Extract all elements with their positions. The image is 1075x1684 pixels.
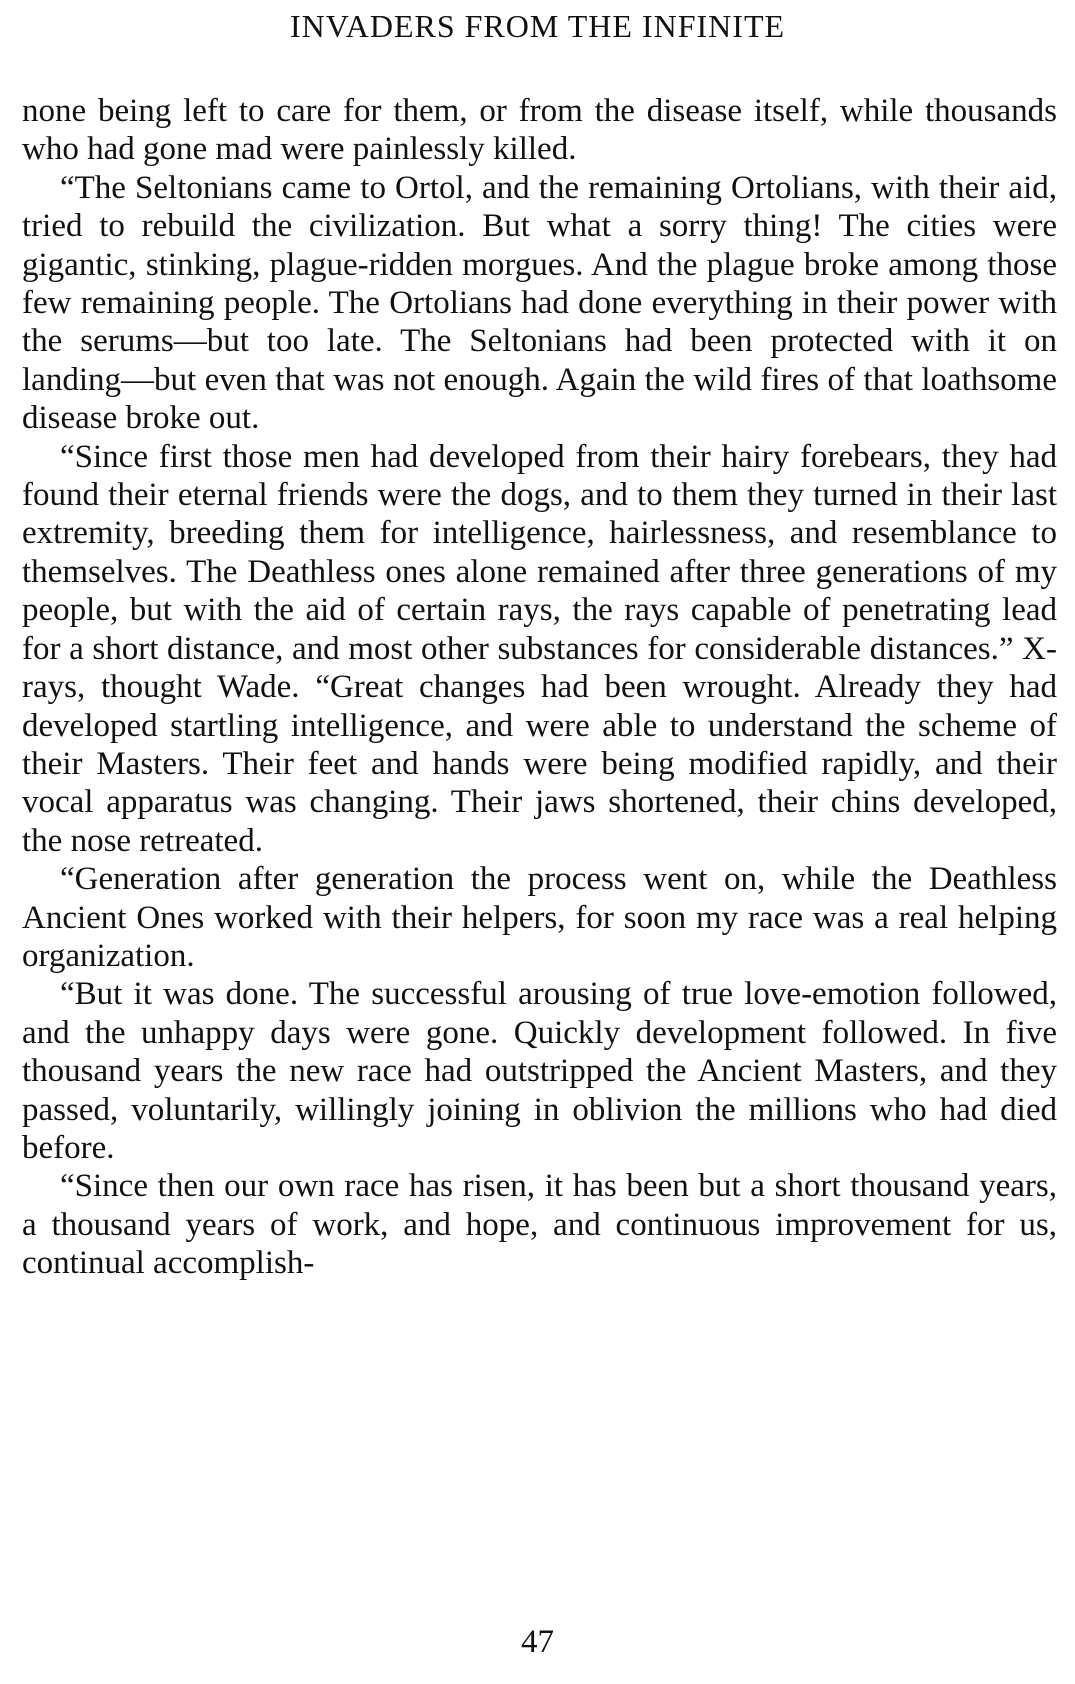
running-title: INVADERS FROM THE INFINITE <box>289 8 786 44</box>
body-text <box>22 92 1057 1283</box>
paragraph: “But it was done. The successful arousing of true love-emotion followed, and the unhappy days were gone. Quickly development followed. In five thousand years the new race had outstripped the Ancient Masters, and they passed, voluntarily, willingly joining in oblivion the millions who had died before. <box>22 976 1057 1166</box>
paragraph: “Since first those men had developed from their hairy forebears, they had found their eternal friends were the dogs, and to them they turned in their last extremity, breeding them for intelligence, hairlessness, and resemblance to themselves. The Deathless ones alone remained after three generations of my people, but with the aid of certain rays, the rays capable of penetrating lead for a short distance, and most other substances for considerable distances.” X-rays, thought Wade. “Great changes had been wrought. Already they had developed startling intelligence, and were able to understand the scheme of their Masters. Their feet and hands were being modified rapidly, and their vocal apparatus was changing. Their jaws shortened, their chins developed, the nose retreated. <box>22 438 1057 859</box>
paragraph: “The Seltonians came to Ortol, and the remaining Ortolians, with their aid, tried to rebuild the civilization. But what a sorry thing! The cities were gigantic, stinking, plague-ridden morgues. And the plague broke among those few remaining people. The Ortolians had done everything in their power with the serums—but too late. The Seltonians had been protected with it on landing—but even that was not enough. Again the wild fires of that loathsome disease broke out. <box>22 169 1057 437</box>
page-number: 47 <box>521 1624 554 1660</box>
paragraph: none being left to care for them, or from the disease itself, while thousands who had gone mad were painlessly killed. <box>22 93 1057 168</box>
paragraph: “Generation after generation the process went on, while the Deathless Ancient Ones worked with their helpers, for soon my race was a real helping organization. <box>22 861 1057 974</box>
paragraph: “Since then our own race has risen, it has been but a short thousand years, a thousand years of work, and hope, and continuous improvement for us, continual accomplish- <box>22 1168 1057 1282</box>
